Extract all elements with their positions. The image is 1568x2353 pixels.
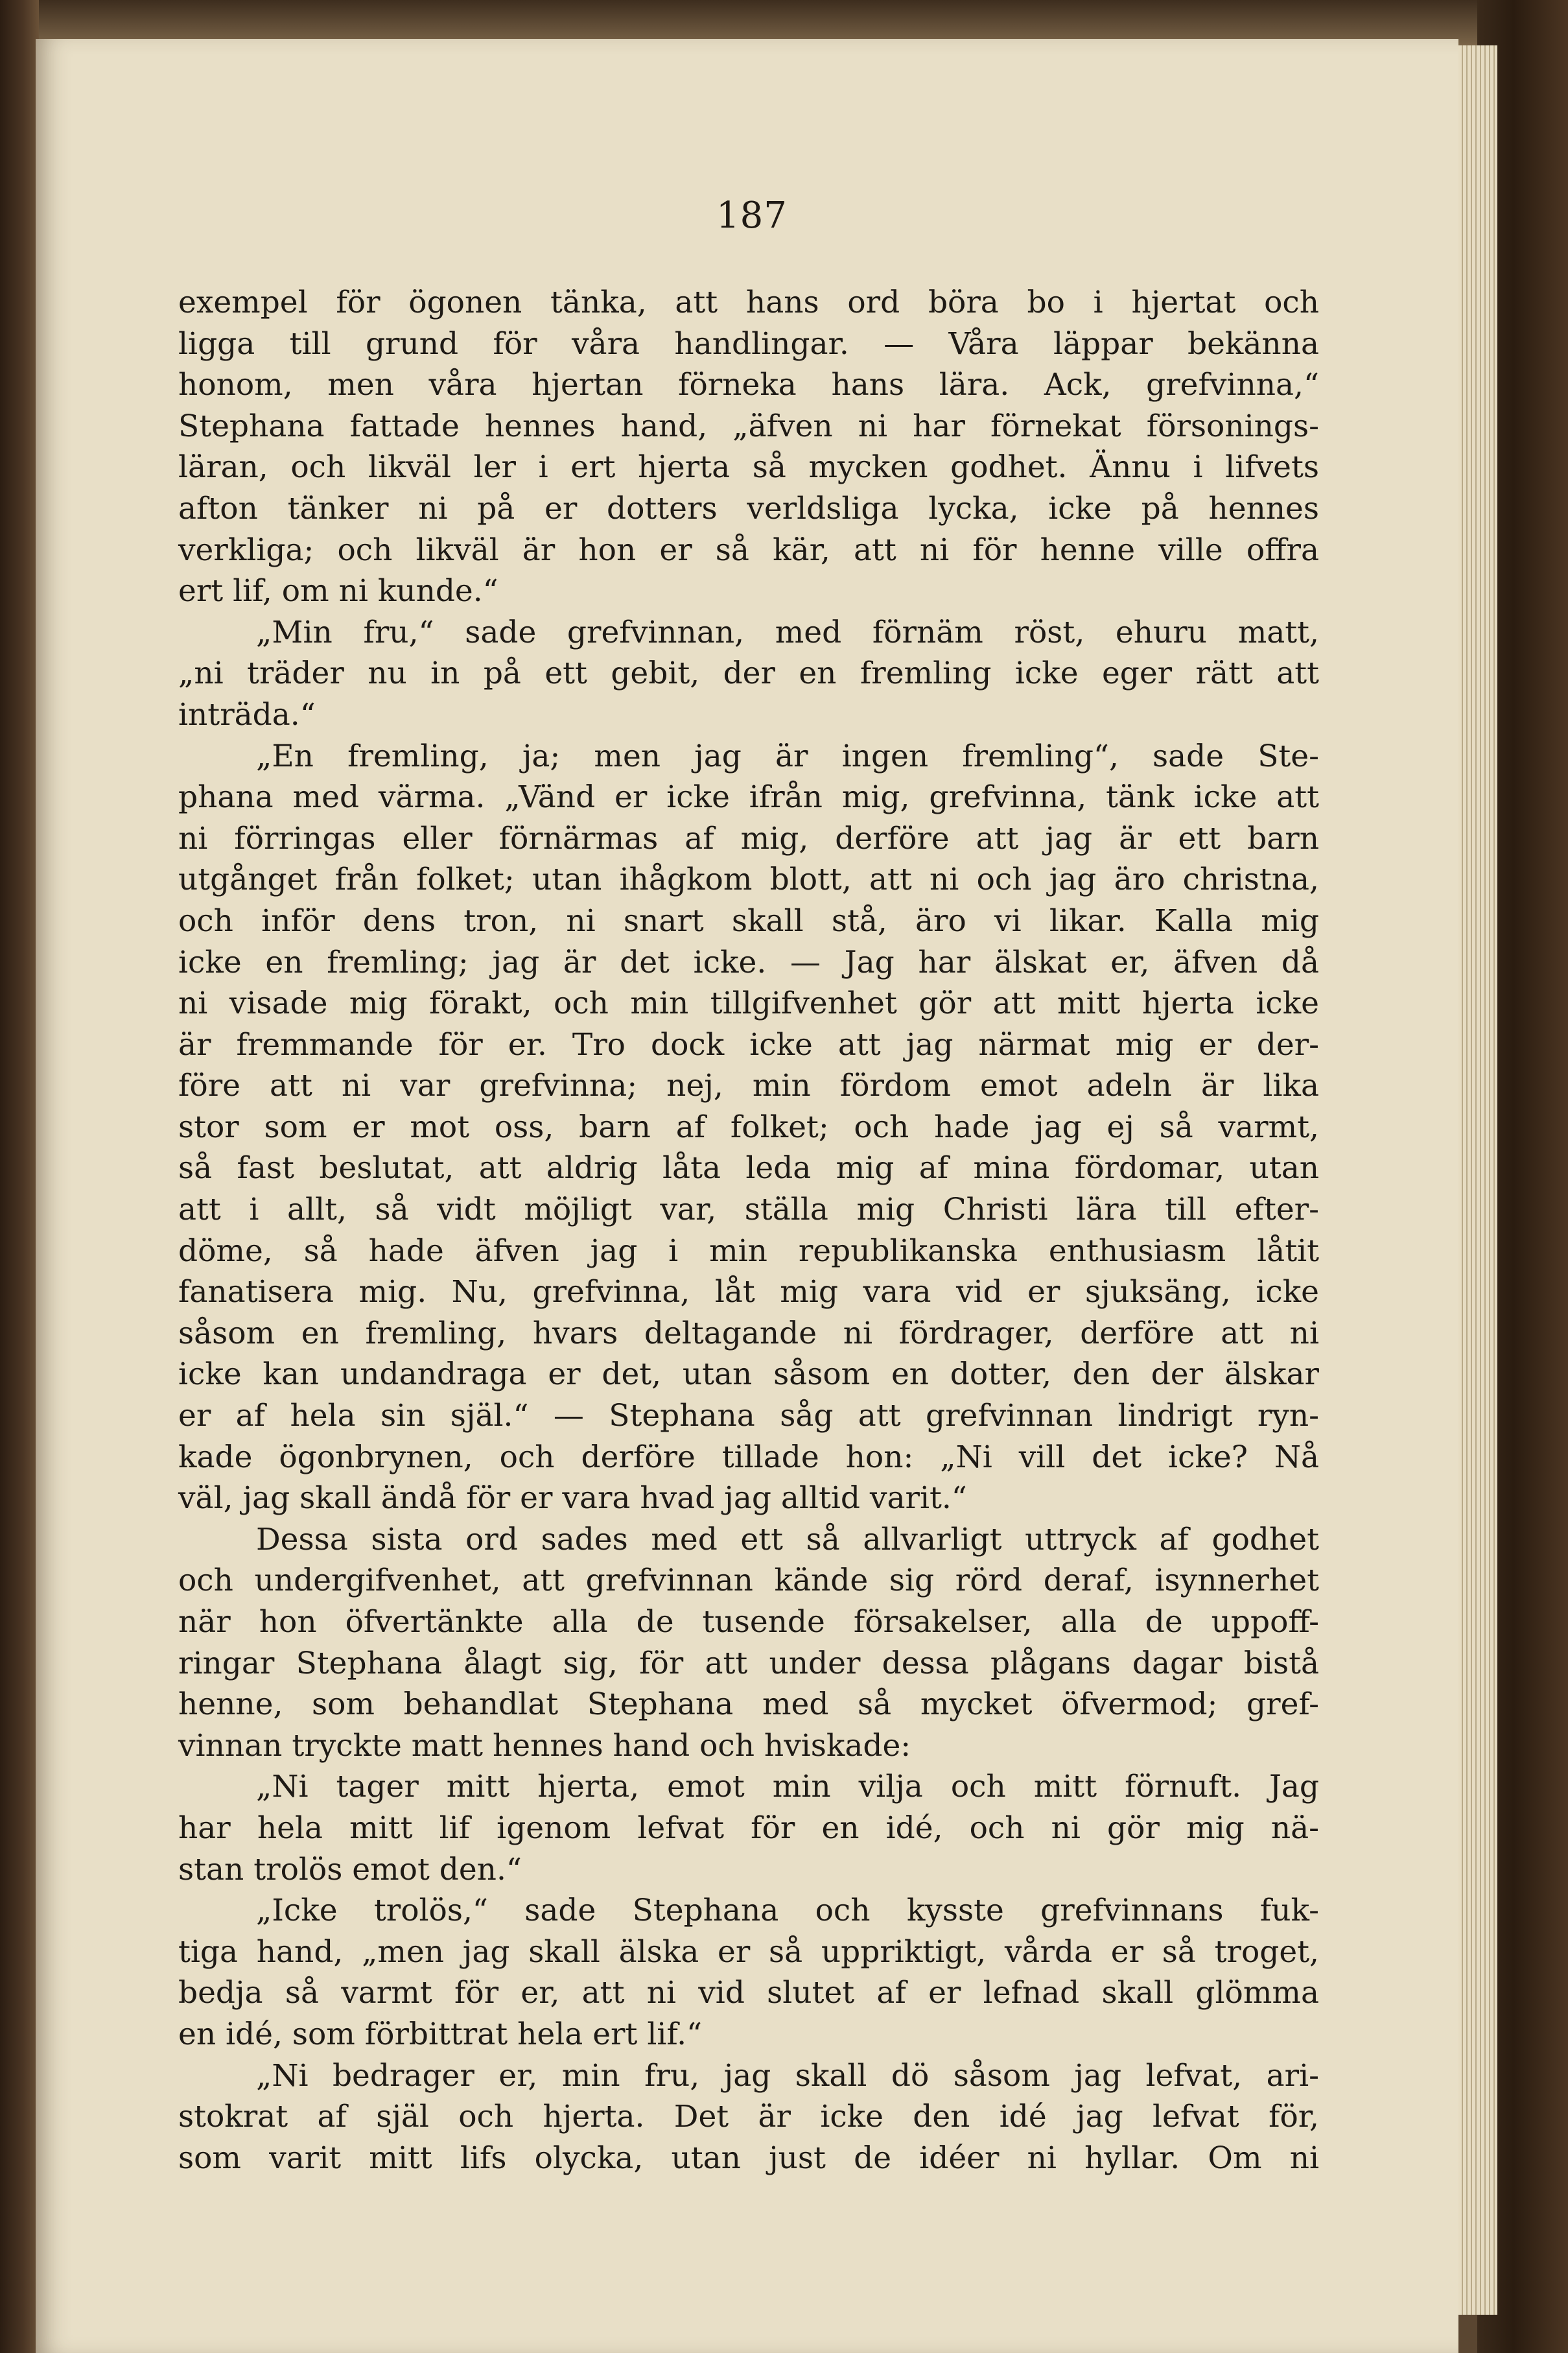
text-line: stan trolös emot den.“ [178,1851,522,1887]
text-line: exempel för ögonen tänka, att hans ord böra bo i hjertat och [178,285,1319,320]
text-line: „Ni bedrager er, min fru, jag skall dö såsom jag lefvat, ari- [256,2057,1319,2094]
text-line: „Min fru,“ sade grefvinnan, med förnäm röst, ehuru matt, [256,614,1319,650]
text-line: kade ögonbrynen, och derföre tillade hon: „Ni vill det icke? Nå [178,1439,1319,1475]
page-number: 187 [716,195,788,237]
text-line: verkliga; och likväl är hon er så kär, att ni för henne ville offra [178,532,1319,568]
text-line: vinnan tryckte matt hennes hand och hviskade: [178,1727,911,1764]
text-line: ert lif, om ni kunde.“ [178,573,498,609]
text-line: inträda.“ [178,696,316,733]
text-line: bedja så varmt för er, att ni vid slutet af er lefnad skall glömma [178,1975,1319,2011]
text-line: så fast beslutat, att aldrig låta leda mig af mina fördomar, utan [178,1150,1319,1187]
text-line: „ni träder nu in på ett gebit, der en fremling icke eger rätt att [178,656,1319,692]
text-line: Dessa sista ord sades med ett så allvarligt uttryck af godhet [256,1521,1319,1557]
text-line: och inför dens tron, ni snart skall stå, äro vi likar. Kalla mig [178,903,1319,939]
text-line: döme, så hade äfven jag i min republikanska enthusiasm låtit [178,1233,1319,1269]
text-line: läran, och likväl ler i ert hjerta så mycken godhet. Ännu i lifvets [178,449,1319,486]
text-line: att i allt, så vidt möjligt var, ställa mig Christi lära till efter- [178,1192,1319,1228]
text-line: „Icke trolös,“ sade Stephana och kysste grefvinnans fuk- [256,1893,1319,1929]
text-line: stor som er mot oss, barn af folket; och hade jag ej så varmt, [178,1109,1319,1145]
text-line: när hon öfvertänkte alla de tusende försakelser, alla de uppoff- [178,1604,1319,1640]
text-line: tiga hand, „men jag skall älska er så uppriktigt, vårda er så troget, [178,1933,1319,1970]
book-binding [0,0,39,2353]
text-line: före att ni var grefvinna; nej, min fördom emot adeln är lika [178,1068,1319,1104]
text-line: ringar Stephana ålagt sig, för att under dessa plågans dagar bistå [178,1645,1319,1681]
text-line: är fremmande för er. Tro dock icke att jag närmat mig er der- [178,1026,1319,1063]
text-line: icke kan undandraga er det, utan såsom en dotter, den der älskar [178,1356,1319,1393]
text-line: henne, som behandlat Stephana med så mycket öfvermod; gref- [178,1686,1319,1723]
text-line: „En fremling, ja; men jag är ingen fremling“, sade Ste- [256,738,1319,774]
text-line: honom, men våra hjertan förneka hans lära. Ack, grefvinna,“ [178,367,1319,403]
text-line: en idé, som förbittrat hela ert lif.“ [178,2016,703,2052]
text-line: och undergifvenhet, att grefvinnan kände sig rörd deraf, isynnerhet [178,1563,1319,1599]
text-line: ligga till grund för våra handlingar. — Våra läppar bekänna [178,325,1319,362]
text-line: er af hela sin själ.“ — Stephana såg att grefvinnan lindrigt ryn- [178,1398,1319,1434]
text-line: fanatisera mig. Nu, grefvinna, låt mig vara vid er sjuksäng, icke [178,1274,1319,1310]
text-line: ni visade mig förakt, och min tillgifvenhet gör att mitt hjerta icke [178,986,1319,1022]
text-line: väl, jag skall ändå för er vara hvad jag alltid varit.“ [178,1480,967,1517]
text-line: stokrat af själ och hjerta. Det är icke den idé jag lefvat för, [178,2099,1319,2135]
text-line: afton tänker ni på er dotters verldsliga lycka, icke på hennes [178,490,1319,526]
text-line: som varit mitt lifs olycka, utan just de idéer ni hyllar. Om ni [178,2140,1319,2176]
text-line: utgånget från folket; utan ihågkom blott, att ni och jag äro christna, [178,862,1319,898]
text-line: ni förringas eller förnärmas af mig, derföre att jag är ett barn [178,820,1319,857]
text-line: phana med värma. „Vänd er icke ifrån mig, grefvinna, tänk icke att [178,779,1319,816]
text-line: har hela mitt lif igenom lefvat för en idé, och ni gör mig nä- [178,1810,1319,1846]
text-line: Stephana fattade hennes hand, „äfven ni har förnekat försonings- [178,408,1319,444]
book-page [36,39,1458,2353]
body-text [178,282,1319,2179]
text-line: såsom en fremling, hvars deltagande ni fördrager, derföre att ni [178,1315,1319,1351]
text-line: „Ni tager mitt hjerta, emot min vilja och mitt förnuft. Jag [256,1769,1319,1805]
text-line: icke en fremling; jag är det icke. — Jag har älskat er, äfven då [178,944,1319,980]
page-stack-edge [1458,45,1497,2315]
